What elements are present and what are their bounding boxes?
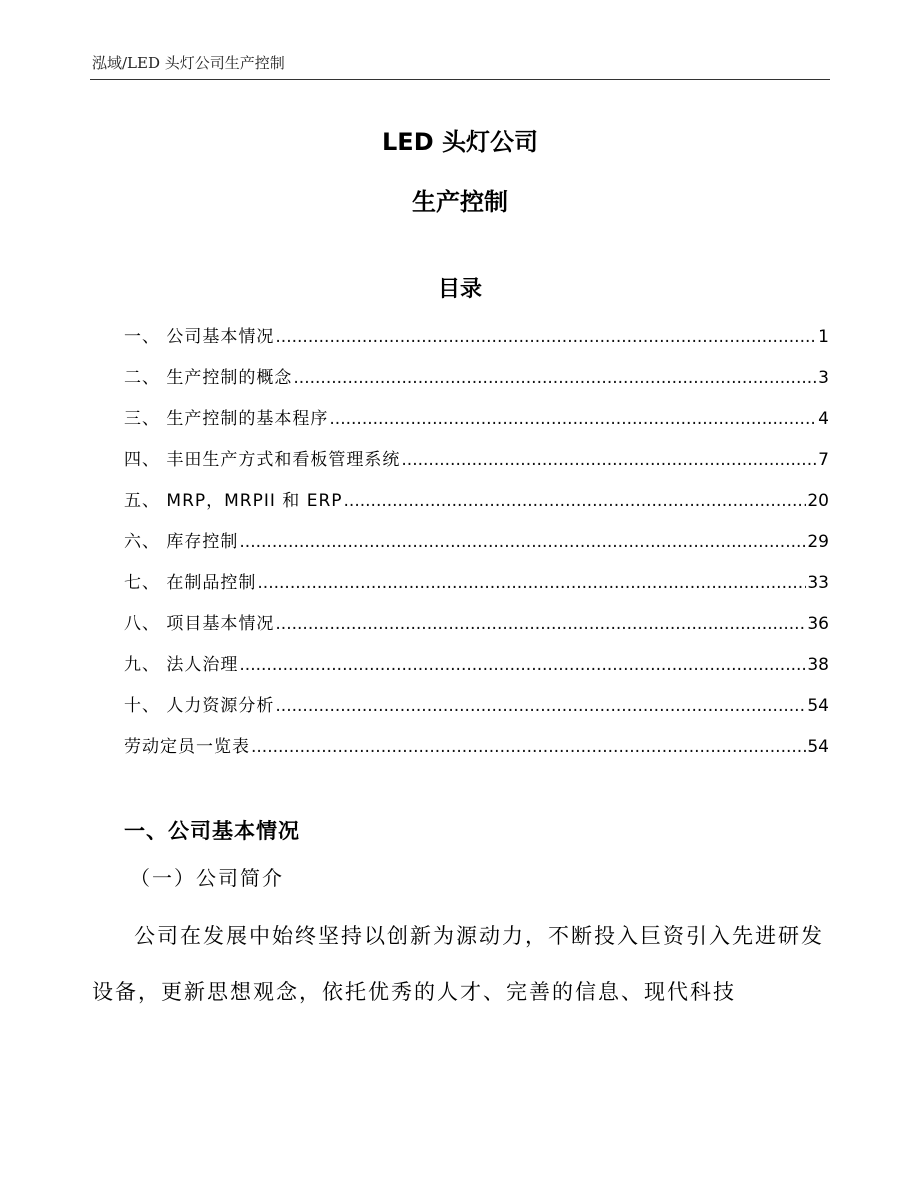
toc-dot-leader: [401, 443, 817, 477]
toc-entry[interactable]: [124, 566, 829, 607]
toc-entry-label: 八、 项目基本情况: [124, 614, 275, 634]
toc-entry-label: 一、 公司基本情况: [124, 327, 275, 347]
toc-entry-label: 七、 在制品控制: [124, 573, 257, 593]
toc-heading: 目录: [437, 277, 482, 302]
toc-entry-page: 54: [807, 696, 829, 716]
toc-entry-page: 36: [807, 614, 829, 634]
toc-entry-label: 四、 丰田生产方式和看板管理系统: [124, 450, 401, 470]
toc-entry[interactable]: [124, 525, 829, 566]
toc-dot-leader: [293, 361, 817, 395]
section-heading: 一、公司基本情况: [124, 819, 300, 843]
toc-dot-leader: [275, 689, 806, 723]
toc-entry-page: 7: [818, 450, 829, 470]
document-title: LED 头灯公司: [382, 128, 538, 156]
toc-entry-label: 劳动定员一览表: [124, 737, 250, 757]
toc-entry-label: 二、 生产控制的概念: [124, 368, 293, 388]
toc-entry-page: 20: [807, 491, 829, 511]
toc-entry-label: 九、 法人治理: [124, 655, 239, 675]
toc-entry-page: 33: [807, 573, 829, 593]
toc-dot-leader: [275, 607, 806, 641]
document-subtitle: 生产控制: [412, 188, 508, 216]
toc-dot-leader: [239, 525, 806, 559]
toc-entry-label: 十、 人力资源分析: [124, 696, 275, 716]
toc-entry-page: 54: [807, 737, 829, 757]
toc-dot-leader: [329, 402, 817, 436]
toc-entry[interactable]: [124, 361, 829, 402]
toc-entry-page: 29: [807, 532, 829, 552]
toc-dot-leader: [275, 320, 817, 354]
toc-entry-label: 三、 生产控制的基本程序: [124, 409, 329, 429]
toc-entry-label: 六、 库存控制: [124, 532, 239, 552]
toc-dot-leader: [251, 730, 806, 764]
table-of-contents: [124, 320, 829, 771]
toc-entry-page: 3: [818, 368, 829, 388]
toc-entry[interactable]: [124, 402, 829, 443]
toc-entry[interactable]: [124, 648, 829, 689]
toc-entry-page: 1: [818, 327, 829, 347]
subsection-heading: （一）公司简介: [130, 866, 284, 890]
body-paragraph: 公司在发展中始终坚持以创新为源动力，不断投入巨资引入先进研发设备，更新思想观念，依托优秀的人才、完善的信息、现代科技: [92, 924, 824, 1004]
header-divider: [90, 79, 830, 80]
toc-entry-page: 38: [807, 655, 829, 675]
toc-entry[interactable]: [124, 484, 829, 525]
toc-entry[interactable]: [124, 443, 829, 484]
toc-entry[interactable]: [124, 689, 829, 730]
toc-entry[interactable]: [124, 320, 829, 361]
running-header: 泓域/LED 头灯公司生产控制: [92, 54, 285, 72]
toc-dot-leader: [344, 484, 807, 518]
toc-entry[interactable]: [124, 607, 829, 648]
toc-dot-leader: [257, 566, 806, 600]
toc-entry-page: 4: [818, 409, 829, 429]
toc-entry[interactable]: [124, 730, 829, 771]
toc-entry-label: 五、 MRP，MRPII 和 ERP: [124, 491, 343, 511]
toc-dot-leader: [239, 648, 806, 682]
